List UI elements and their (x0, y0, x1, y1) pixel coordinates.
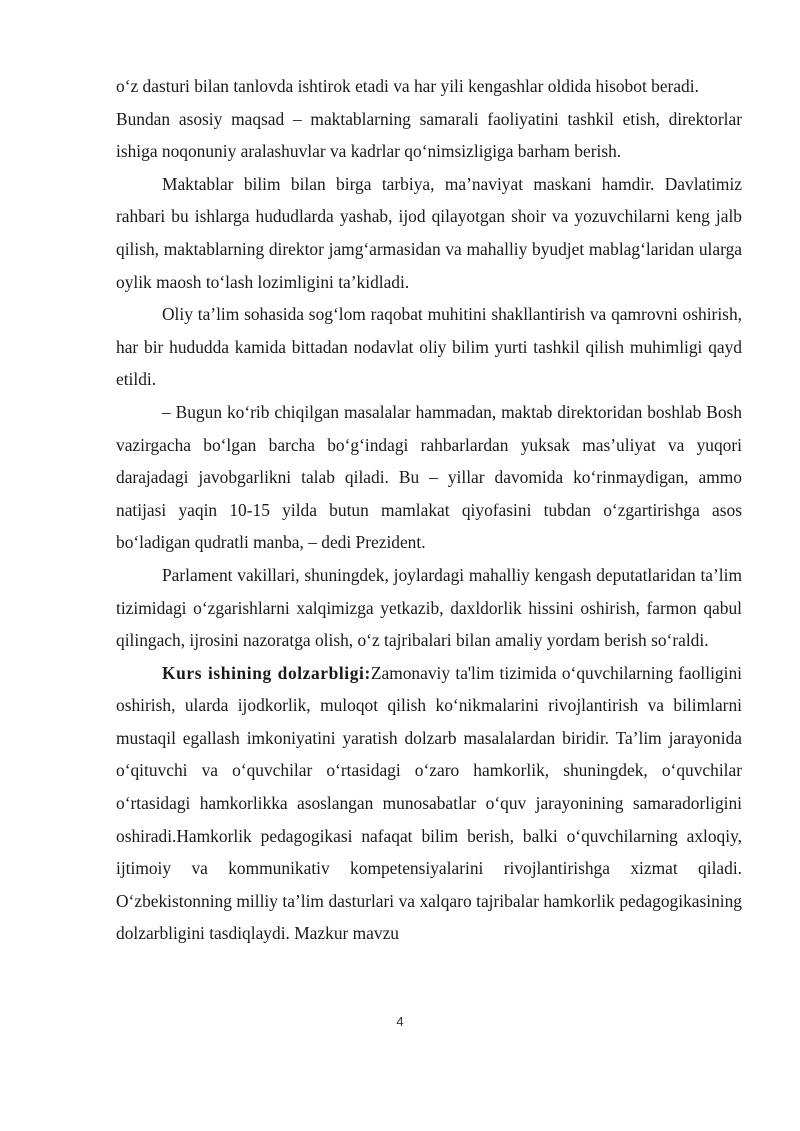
paragraph: Bundan asosiy maqsad – maktablarning samarali faoliyatini tashkil etish, direktorlar ishiga noqonuniy aralashuvlar va kadrlar qo‘nimsizligiga barham berish. (116, 108, 742, 162)
relevance-text: Zamonaviy ta'lim tizimida o‘quvchilarning faolligini oshirish, ularda ijodkorlik, muloqot qilish ko‘nikmalarini rivojlantirish va bilimlarni mustaqil egallash imkoniyatini yaratish dolzarb masalalardan biridir. Ta’lim jarayonida o‘qituvchi va o‘quvchilar o‘rtasidagi o‘zaro hamkorlik, shuningdek, o‘quvchilar o‘rtasidagi hamkorlikka asoslangan munosabatlar o‘quv jarayonining samaradorligini oshiradi.Hamkorlik pedagogikasi nafaqat bilim berish, balki o‘quvchilarning axloqiy, ijtimoiy va kommunikativ kompetensiyalarini rivojlantirishga xizmat qiladi. O‘zbekistonning milliy ta’lim dasturlari va xalqaro tajribalar hamkorlik pedagogikasining dolzarbligini tasdiqlaydi. Mazkur mavzu (116, 662, 742, 944)
paragraph: – Bugun ko‘rib chiqilgan masalalar hammadan, maktab direktoridan boshlab Bosh vazirgacha bo‘lgan barcha bo‘g‘indagi rahbarlardan yuksak mas’uliyat va yuqori darajadagi javobgarlikni talab qiladi. Bu – yillar davomida ko‘rinmaydigan, ammo natijasi yaqin 10-15 yilda butun mamlakat qiyofasini tubdan o‘zgartirishga asos bo‘ladigan qudratli manba, – dedi Prezident. (116, 401, 742, 553)
page-number: 4 (396, 1014, 404, 1029)
paragraph: o‘z dasturi bilan tanlovda ishtirok etadi va har yili kengashlar oldida hisobot beradi. (116, 76, 699, 96)
paragraph: Parlament vakillari, shuningdek, joylardagi mahalliy kengash deputatlaridan ta’lim tizimidagi o‘zgarishlarni xalqimizga yetkazib, daxldorlik hissini oshirish, farmon qabul qilingach, ijrosini nazoratga olish, o‘z tajribalari bilan amaliy yordam berish so‘raldi. (116, 564, 742, 651)
relevance-heading: Kurs ishining dolzarbligi: (162, 662, 371, 683)
paragraph: Maktablar bilim bilan birga tarbiya, ma’naviyat maskani hamdir. Davlatimiz rahbari bu ishlarga hududlarda yashab, ijod qilayotgan shoir va yozuvchilarni keng jalb qilish, maktablarning direktor jamg‘armasidan va mahalliy byudjet mablag‘laridan ularga oylik maosh to‘lash lozimligini ta’kidladi. (116, 173, 742, 292)
body-text (116, 70, 742, 950)
paragraph-relevance (116, 657, 742, 950)
paragraph: Oliy ta’lim sohasida sog‘lom raqobat muhitini shakllantirish va qamrovni oshirish, har bir hududda kamida bittadan nodavlat oliy bilim yurti tashkil qilish muhimligi qayd etildi. (116, 304, 742, 390)
